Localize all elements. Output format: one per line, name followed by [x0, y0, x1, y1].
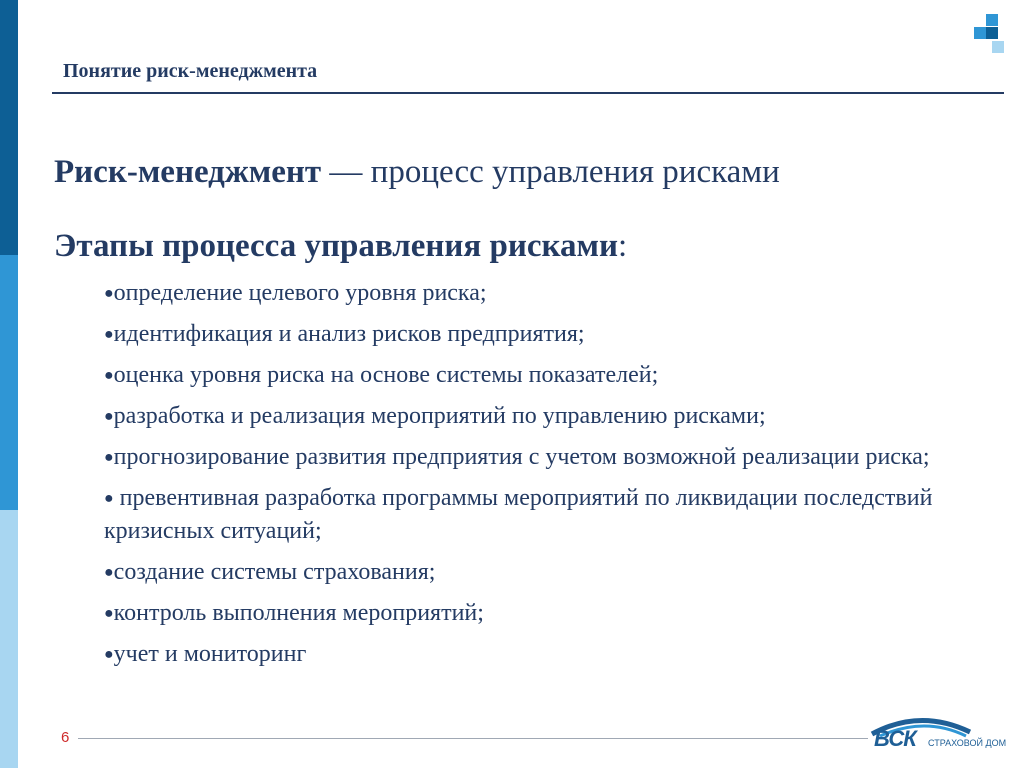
logo-mark: ВСК — [874, 726, 916, 751]
list-item-text: создание системы страхования; — [113, 559, 436, 585]
list-item — [104, 556, 984, 589]
bullet-icon: ● — [104, 646, 114, 663]
stages-heading-colon: : — [618, 228, 628, 264]
header-divider — [52, 92, 1004, 94]
bullet-icon: ● — [104, 564, 114, 581]
bullet-icon: ● — [104, 326, 114, 343]
list-item — [104, 277, 984, 310]
stages-list — [104, 277, 984, 679]
list-item — [104, 359, 984, 392]
deco-square — [986, 14, 998, 26]
stages-heading-text: Этапы процесса управления рисками — [54, 228, 619, 264]
definition-text: — процесс управления рисками — [321, 154, 780, 190]
definition-term: Риск-менеджмент — [54, 154, 322, 190]
list-item-text: определение целевого уровня риска; — [113, 280, 487, 306]
list-item-text: превентивная разработка программы мероприятий по ликвидации последствий кризисных ситуаций; — [104, 485, 939, 544]
deco-square — [992, 41, 1004, 53]
bullet-icon: ● — [104, 408, 114, 425]
list-item — [104, 318, 984, 351]
stages-heading — [54, 228, 627, 265]
company-logo — [870, 710, 1010, 760]
list-item-text: прогнозирование развития предприятия с учетом возможной реализации риска; — [113, 444, 930, 470]
bullet-icon: ● — [104, 449, 114, 466]
left-strip-dark — [0, 0, 18, 255]
list-item — [104, 482, 984, 548]
list-item-text: разработка и реализация мероприятий по управлению рисками; — [113, 403, 766, 429]
page-number: 6 — [61, 729, 70, 746]
bullet-icon: ● — [104, 285, 114, 302]
slide-header-title: Понятие риск-менеджмента — [63, 60, 318, 82]
bullet-icon: ● — [104, 490, 114, 507]
bullet-icon: ● — [104, 605, 114, 622]
list-item — [104, 597, 984, 630]
list-item-text: контроль выполнения мероприятий; — [113, 600, 484, 626]
left-strip-mid — [0, 255, 18, 510]
list-item — [104, 400, 984, 433]
bullet-icon: ● — [104, 367, 114, 384]
list-item-text: оценка уровня риска на основе системы показателей; — [113, 362, 659, 388]
footer-divider — [78, 738, 868, 739]
left-strip-light — [0, 510, 18, 768]
deco-square — [986, 27, 998, 39]
list-item — [104, 441, 984, 474]
list-item — [104, 638, 984, 671]
list-item-text: идентификация и анализ рисков предприятия; — [113, 321, 585, 347]
corner-squares-decoration — [972, 14, 1004, 54]
definition-line — [54, 154, 780, 191]
list-item-text: учет и мониторинг — [113, 641, 307, 667]
deco-square — [974, 27, 986, 39]
logo-subtitle: СТРАХОВОЙ ДОМ — [928, 738, 1007, 748]
